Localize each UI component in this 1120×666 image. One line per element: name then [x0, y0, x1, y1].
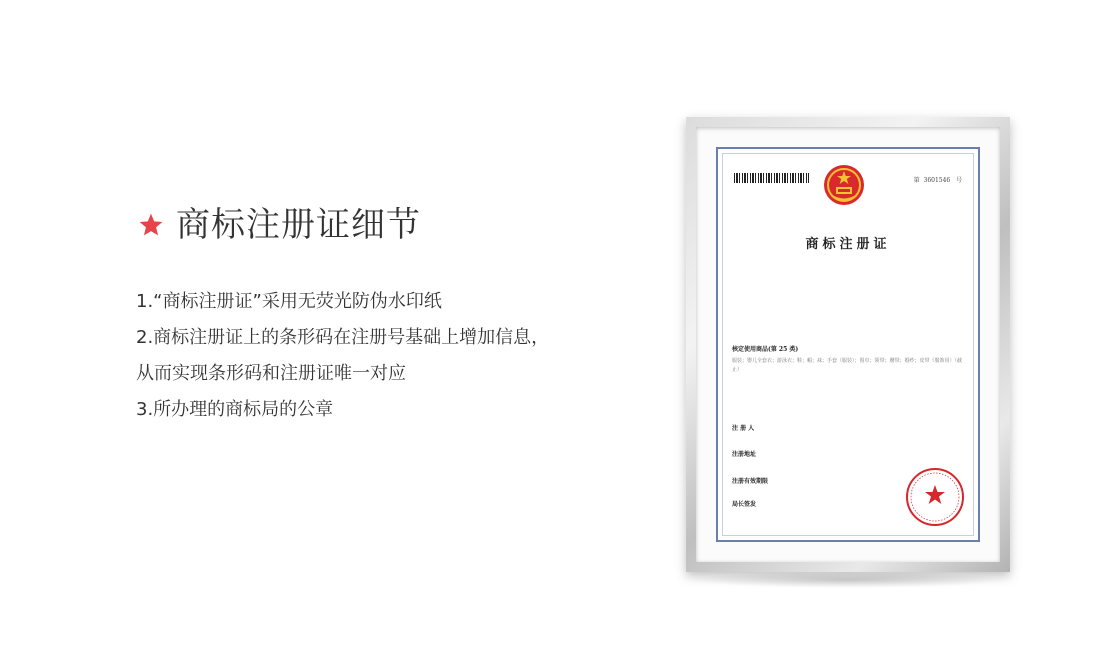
- detail-line-3: 从而实现条形码和注册证唯一对应: [136, 363, 406, 384]
- section-heading: [138, 203, 421, 247]
- registrant-field: [732, 423, 759, 432]
- address-label: 注册地址: [732, 451, 757, 458]
- registrant-label: 注 册 人: [732, 425, 755, 432]
- address-field: [732, 449, 761, 458]
- national-emblem-icon: [822, 163, 866, 207]
- barcode-image: [734, 173, 809, 183]
- detail-list: [136, 284, 616, 428]
- trademark-office-seal: [904, 466, 966, 528]
- certificate-frame: [686, 117, 1010, 572]
- validity-field: [732, 476, 773, 485]
- frame-mat: [696, 127, 1000, 562]
- goods-text: 服装；婴儿全套衣；游泳衣；鞋；帽；袜；手套（服装）；围巾；领带；腰带；婚纱；皮带（服饰用）（截止）: [732, 358, 963, 373]
- detail-line-2: 2.商标注册证上的条形码在注册号基础上增加信息，: [136, 327, 550, 348]
- detail-line-4: 3.所办理的商标局的公章: [136, 399, 334, 420]
- trademark-certificate: [716, 147, 980, 542]
- validity-label: 注册有效期限: [732, 478, 769, 485]
- director-label: 局长签发: [732, 501, 757, 508]
- goods-heading: 核定使用商品(第 25 类): [732, 346, 799, 353]
- star-icon: [138, 212, 164, 238]
- section-title: 商标注册证细节: [176, 205, 421, 245]
- frame-shadow: [688, 572, 1008, 588]
- detail-line-1: 1.“商标注册证”采用无荧光防伪水印纸: [136, 291, 442, 312]
- certificate-number: 第 3601546 号: [913, 177, 962, 184]
- certificate-title: 商标注册证: [805, 237, 891, 252]
